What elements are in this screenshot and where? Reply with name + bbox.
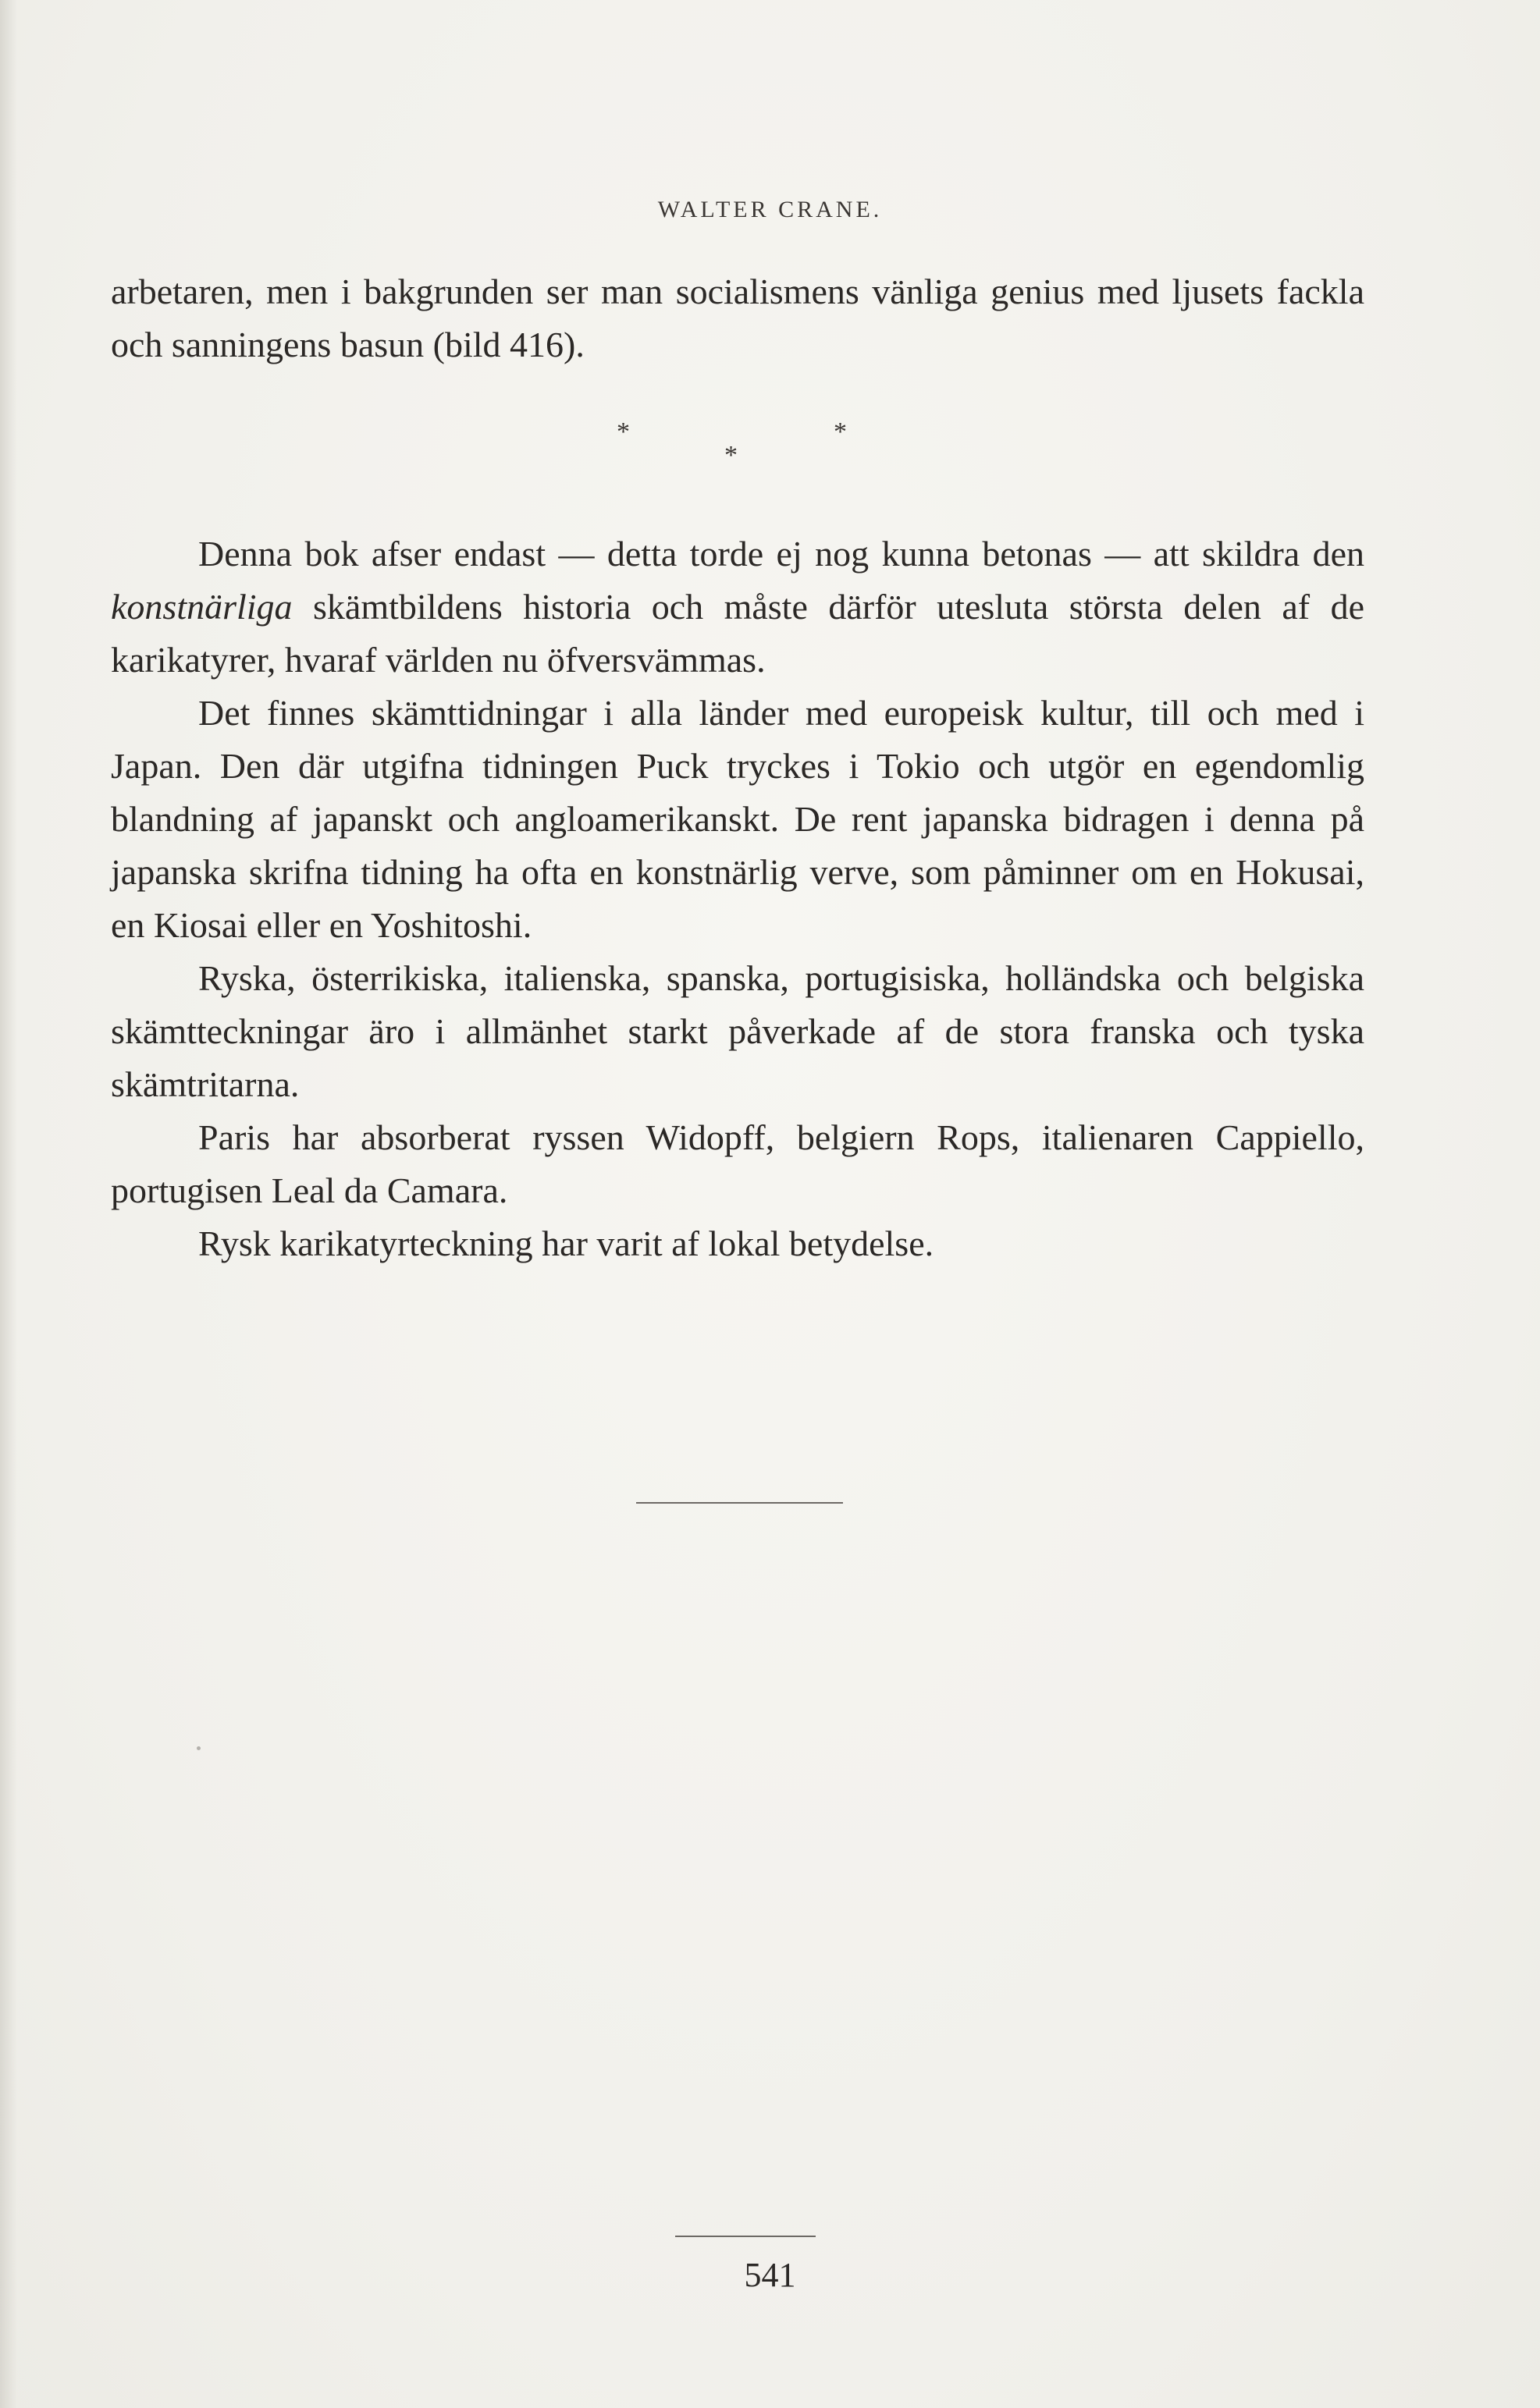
paragraph-2: Det finnes skämttidningar i alla länder med europeisk kultur, till och med i Japan. Den där utgifna tidningen Puck tryckes i Tokio och utgör en egendomlig blandning af japanskt och angloamerikanskt. De rent japanska bidragen i denna på japanska skrifna tidning ha ofta en konstnärlig verve, som påminner om en Hokusai, en Kiosai eller en Yoshitoshi. [111,693,1364,945]
asterisk-left: * [617,417,630,446]
paper-speck [197,1746,201,1750]
paragraph-1-italic: konstnärliga [111,587,293,627]
paragraph-4: Paris har absorberat ryssen Widopff, belgiern Rops, italienaren Cappiello, portugisen Leal da Camara. [111,1117,1364,1210]
page-gutter-shadow [0,0,17,2408]
running-head: WALTER CRANE. [657,197,883,222]
paragraph-1-text-b: skämtbildens historia och måste därför utesluta största delen af de karikatyrer, hvaraf världen nu öfversvämmas. [111,587,1364,680]
opening-paragraph: arbetaren, men i bakgrunden ser man socialismens vänliga genius med ljusets fackla och sanningens basun (bild 416). [111,272,1364,364]
paragraph-1 [111,527,1364,687]
page-number: 541 [744,2256,796,2294]
folio-rule [675,2236,816,2237]
section-break-asterism [0,417,1540,472]
end-rule [636,1502,843,1504]
opening-text [111,265,1364,371]
paragraph-3: Ryska, österrikiska, italienska, spanska, portugisiska, holländska och belgiska skämtteckningar äro i allmänhet starkt påverkade af de stora franska och tyska skämtritarna. [111,958,1364,1104]
main-text [111,527,1364,1270]
paragraph-5: Rysk karikatyrteckning har varit af lokal betydelse. [198,1224,934,1263]
asterisk-right: * [834,417,847,446]
paragraph-1-text-a: Denna bok afser endast — detta torde ej nog kunna betonas — att skildra den [198,534,1364,574]
asterisk-bottom: * [724,441,738,470]
